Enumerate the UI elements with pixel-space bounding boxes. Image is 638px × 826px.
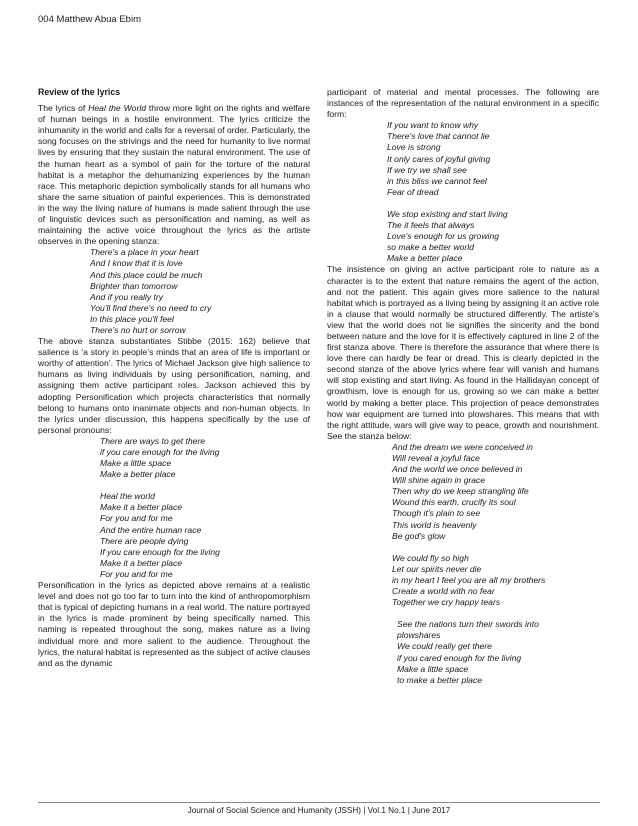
lyric-line: if you care enough for the living xyxy=(100,447,220,457)
lyric-line: Love is strong xyxy=(387,142,441,153)
lyric-line: Then why do we keep strangling life xyxy=(392,486,529,497)
lyric-line: Let our spirits never die xyxy=(392,563,482,574)
lyric-line: For you and for me xyxy=(100,513,173,524)
stanza-pronouns xyxy=(38,436,310,480)
lyric-line: Make a better place xyxy=(100,469,176,480)
paragraph-agent: The insistence on giving an active participant role to nature as a character is to the extent that nature remains the agent of the action, and not the patient. This again gives more salience to the natural habitat which is portrayed as a living being by assigning it an active role in a clause that would normally be structured differently. The artiste’s view that the world does not lie signifies the sincerity and the bond between nature and the love for it is effectively captured in line 2 of the first stanza above. There is therefore the assurance that where there is love there can hardly be fear or dread. This is clearly depicted in the second stanza of the above lyrics where fear will vanish and humans will stop existing and start living. As found in the Hallidayan concept of growthism, love is enough for us, growing so we can make a better world by making a better place. This projection of peace demonstrates how war equipment are turned into plowshares. This means that with the right attitude, wars will give way to peace, growth and nourishment. See the stanza below: xyxy=(327,264,599,441)
lyric-line: Make it a better place xyxy=(100,557,183,568)
lyric-line: in this bliss we cannot feel xyxy=(387,175,487,186)
lyric-line: There are ways to get there xyxy=(100,435,206,446)
lyric-line: Fear of dread xyxy=(387,186,439,197)
lyric-line: Create a world with no fear xyxy=(392,586,495,597)
paragraph-intro xyxy=(38,103,310,247)
lyric-line: In this place you'll feel xyxy=(90,313,174,324)
lyric-line: And the dream we were conceived in xyxy=(392,441,533,452)
lyric-line: There's a place in your heart xyxy=(90,247,199,258)
song-title: Heal the World xyxy=(88,103,147,114)
journal-footer: Journal of Social Science and Humanity (JSSH) | Vol.1 No.1 | June 2017 xyxy=(187,806,451,815)
lyric-line: There's love that cannot lie xyxy=(387,131,490,142)
lyric-line: If you care enough for the living xyxy=(100,546,220,557)
section-heading: Review of the lyrics xyxy=(38,87,121,97)
lyric-line: If you want to know why xyxy=(387,120,479,131)
stanza-living xyxy=(327,209,599,264)
lyric-line: Though it's plain to see xyxy=(392,508,481,519)
lyric-line: to make a better place xyxy=(397,674,483,685)
intro-lead: The lyrics of xyxy=(38,103,89,114)
lyric-line: Heal the world xyxy=(100,491,155,502)
left-column xyxy=(38,87,310,669)
lyric-line: This world is heavenly xyxy=(392,519,477,530)
lyric-line: For you and for me xyxy=(100,568,173,579)
lyric-line: We could really get there xyxy=(397,641,492,652)
footer-rule xyxy=(38,802,600,803)
lyric-line: We could fly so high xyxy=(392,552,469,563)
lyric-line: And the world we once believed in xyxy=(392,464,523,475)
lyric-line: Make a little space xyxy=(100,458,172,469)
lyric-line: And I know that it is love xyxy=(90,258,183,269)
right-column xyxy=(327,87,599,686)
stanza-nations xyxy=(327,619,599,686)
lyric-line: Together we cry happy tears xyxy=(392,597,501,608)
lyric-line: Will shine again in grace xyxy=(392,475,486,486)
lyric-line: Wound this earth, crucify its soul xyxy=(392,497,516,508)
lyric-line: If we try we shall see xyxy=(387,164,467,175)
paragraph-participant: participant of material and mental processes. The following are instances of the representation of the natural environment in a specific form: xyxy=(327,87,599,120)
stanza-love xyxy=(327,120,599,198)
stanza-fly xyxy=(327,553,599,608)
lyric-line: And if you really try xyxy=(90,291,164,302)
lyric-line: There's no hurt or sorrow xyxy=(90,324,186,335)
lyric-line: Love's enough for us growing xyxy=(387,231,499,242)
lyric-line: And this place could be much xyxy=(90,269,203,280)
paragraph-salience: The above stanza substantiates Stibbe (2015: 162) believe that salience is ‘a story in people’s minds that an area of life is important or worthy of attention’. The lyrics of Michael Jackson give high salience to humans as living individuals by using personification, naming, and assigning them active participant roles. Jackson achieved this by adopting Personification which projects characteristics that normally belong to humans onto inanimate objects and non-human objects. In the lyrics under discussion, this happens specifically by the use of personal pronouns: xyxy=(38,336,310,435)
lyric-line: Make a little space xyxy=(397,663,469,674)
lyric-line: Will reveal a joyful face xyxy=(392,453,480,463)
lyric-line: The it feels that always xyxy=(387,220,475,231)
paragraph-personification: Personification in the lyrics as depicted above remains at a realistic level and does not go too far to turn into the kind of anthropomorphism that is typical of depicting humans in a real world. The nature portrayed in the lyrics is made prominent by being specifically named. This naming is repeated throughout the song, makes nature as a living individual more and more salient to the audience. Throughout the lyrics, the natural habitat is represented as the subject of active clauses and as the dynamic xyxy=(38,580,310,668)
lyric-line: so make a better world xyxy=(387,242,474,253)
lyric-line: Make a better place xyxy=(387,253,463,264)
lyric-line: You'll find there's no need to cry xyxy=(90,302,212,313)
lyric-line: There are people dying xyxy=(100,535,189,546)
stanza-heal-the-world xyxy=(38,491,310,580)
running-head: 004 Matthew Abua Ebim xyxy=(38,14,141,25)
lyric-line: Brighter than tomorrow xyxy=(90,280,178,291)
lyric-line: We stop existing and start living xyxy=(387,208,508,219)
lyric-line: if you cared enough for the living xyxy=(397,652,522,663)
lyric-line: Be god's glow xyxy=(392,530,446,541)
stanza-opening xyxy=(38,247,310,336)
stanza-dream xyxy=(327,442,599,542)
lyric-line: See the nations turn their swords into xyxy=(397,619,539,630)
intro-rest: throw more light on the rights and welfare of human beings in a hostile environment. The lyrics criticize the inhumanity in the world and calls for a reversal of order. Particularly, the song focuses on the strivings and the need for humanity to live normal lives by ensuring that they sustain the natural environment. The use of the human heart as a symbol of pain for the torture of the natural habitat is a metaphor the dehumanizing experiences by the human race. This metaphoric depiction symbolically stands for all humans who share the same situation of painful experiences. This is demonstrated in the way the living nature of humans is made salient through the use of linguistic devices such as personification and naming, as well as maintaining the active voice throughout the lyrics as the artiste observes in the opening stanza: xyxy=(38,103,310,247)
lyric-line: in my heart I feel you are all my brothers xyxy=(392,574,546,585)
lyric-line: Make it a better place xyxy=(100,502,183,513)
lyric-line: And the entire human race xyxy=(100,524,202,535)
lyric-line: It only cares of joyful giving xyxy=(387,153,491,164)
lyric-line: plowshares xyxy=(397,630,441,641)
